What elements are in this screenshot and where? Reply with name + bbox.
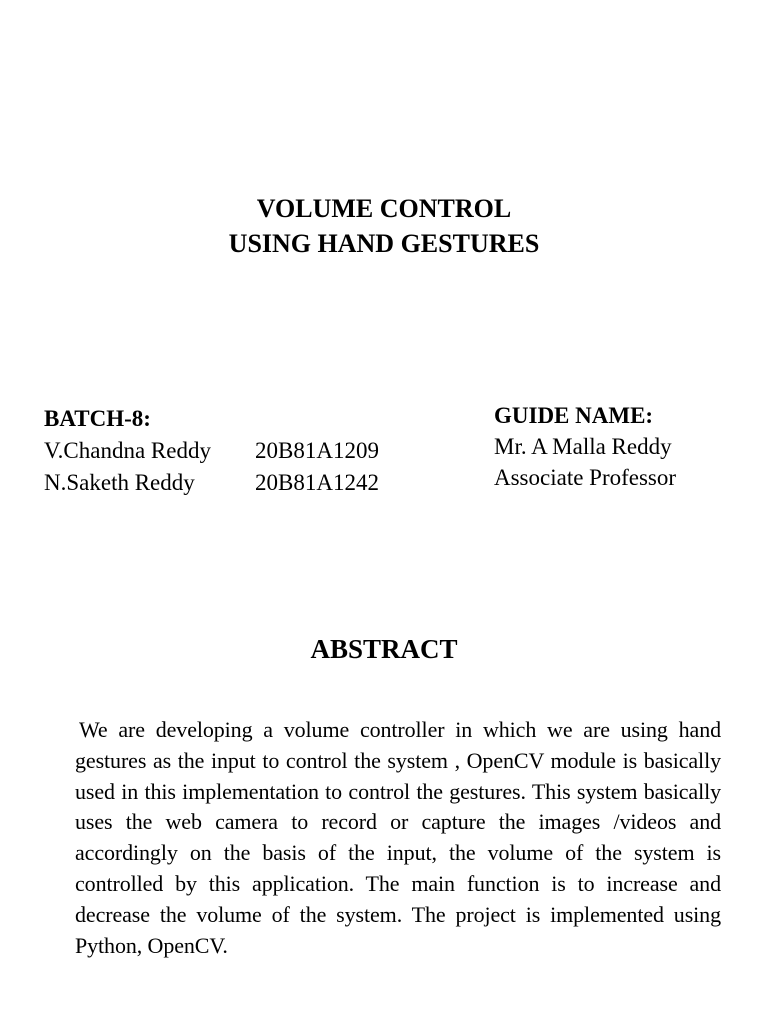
member-row: [44, 467, 444, 499]
batch-heading: BATCH-8:: [44, 406, 151, 431]
guide-designation: Associate Professor: [494, 465, 677, 490]
guide-section: [494, 400, 754, 493]
title-line-1: VOLUME CONTROL: [256, 194, 512, 223]
member-name: V.Chandna Reddy: [44, 438, 211, 463]
guide-heading: GUIDE NAME:: [494, 403, 654, 428]
member-name: N.Saketh Reddy: [44, 470, 195, 495]
member-roll-number: 20B81A1209: [255, 438, 379, 463]
guide-name: Mr. A Malla Reddy: [494, 434, 672, 459]
title-line-2: USING HAND GESTURES: [228, 229, 540, 258]
abstract-body: We are developing a volume controller in which we are using hand gestures as the input to control the system , OpenCV module is basically used in this implementation to control the gestures. This system basically uses the web camera to record or capture the images /videos and accordingly on the basis of the input, the volume of the system is controlled by this application. The main function is to increase and decrease the volume of the system. The project is implemented using Python, OpenCV.: [75, 717, 721, 958]
document-title: [0, 191, 768, 261]
member-roll-number: 20B81A1242: [255, 470, 379, 495]
abstract-heading: ABSTRACT: [310, 634, 458, 664]
member-row: [44, 435, 444, 467]
batch-section: [44, 403, 444, 499]
